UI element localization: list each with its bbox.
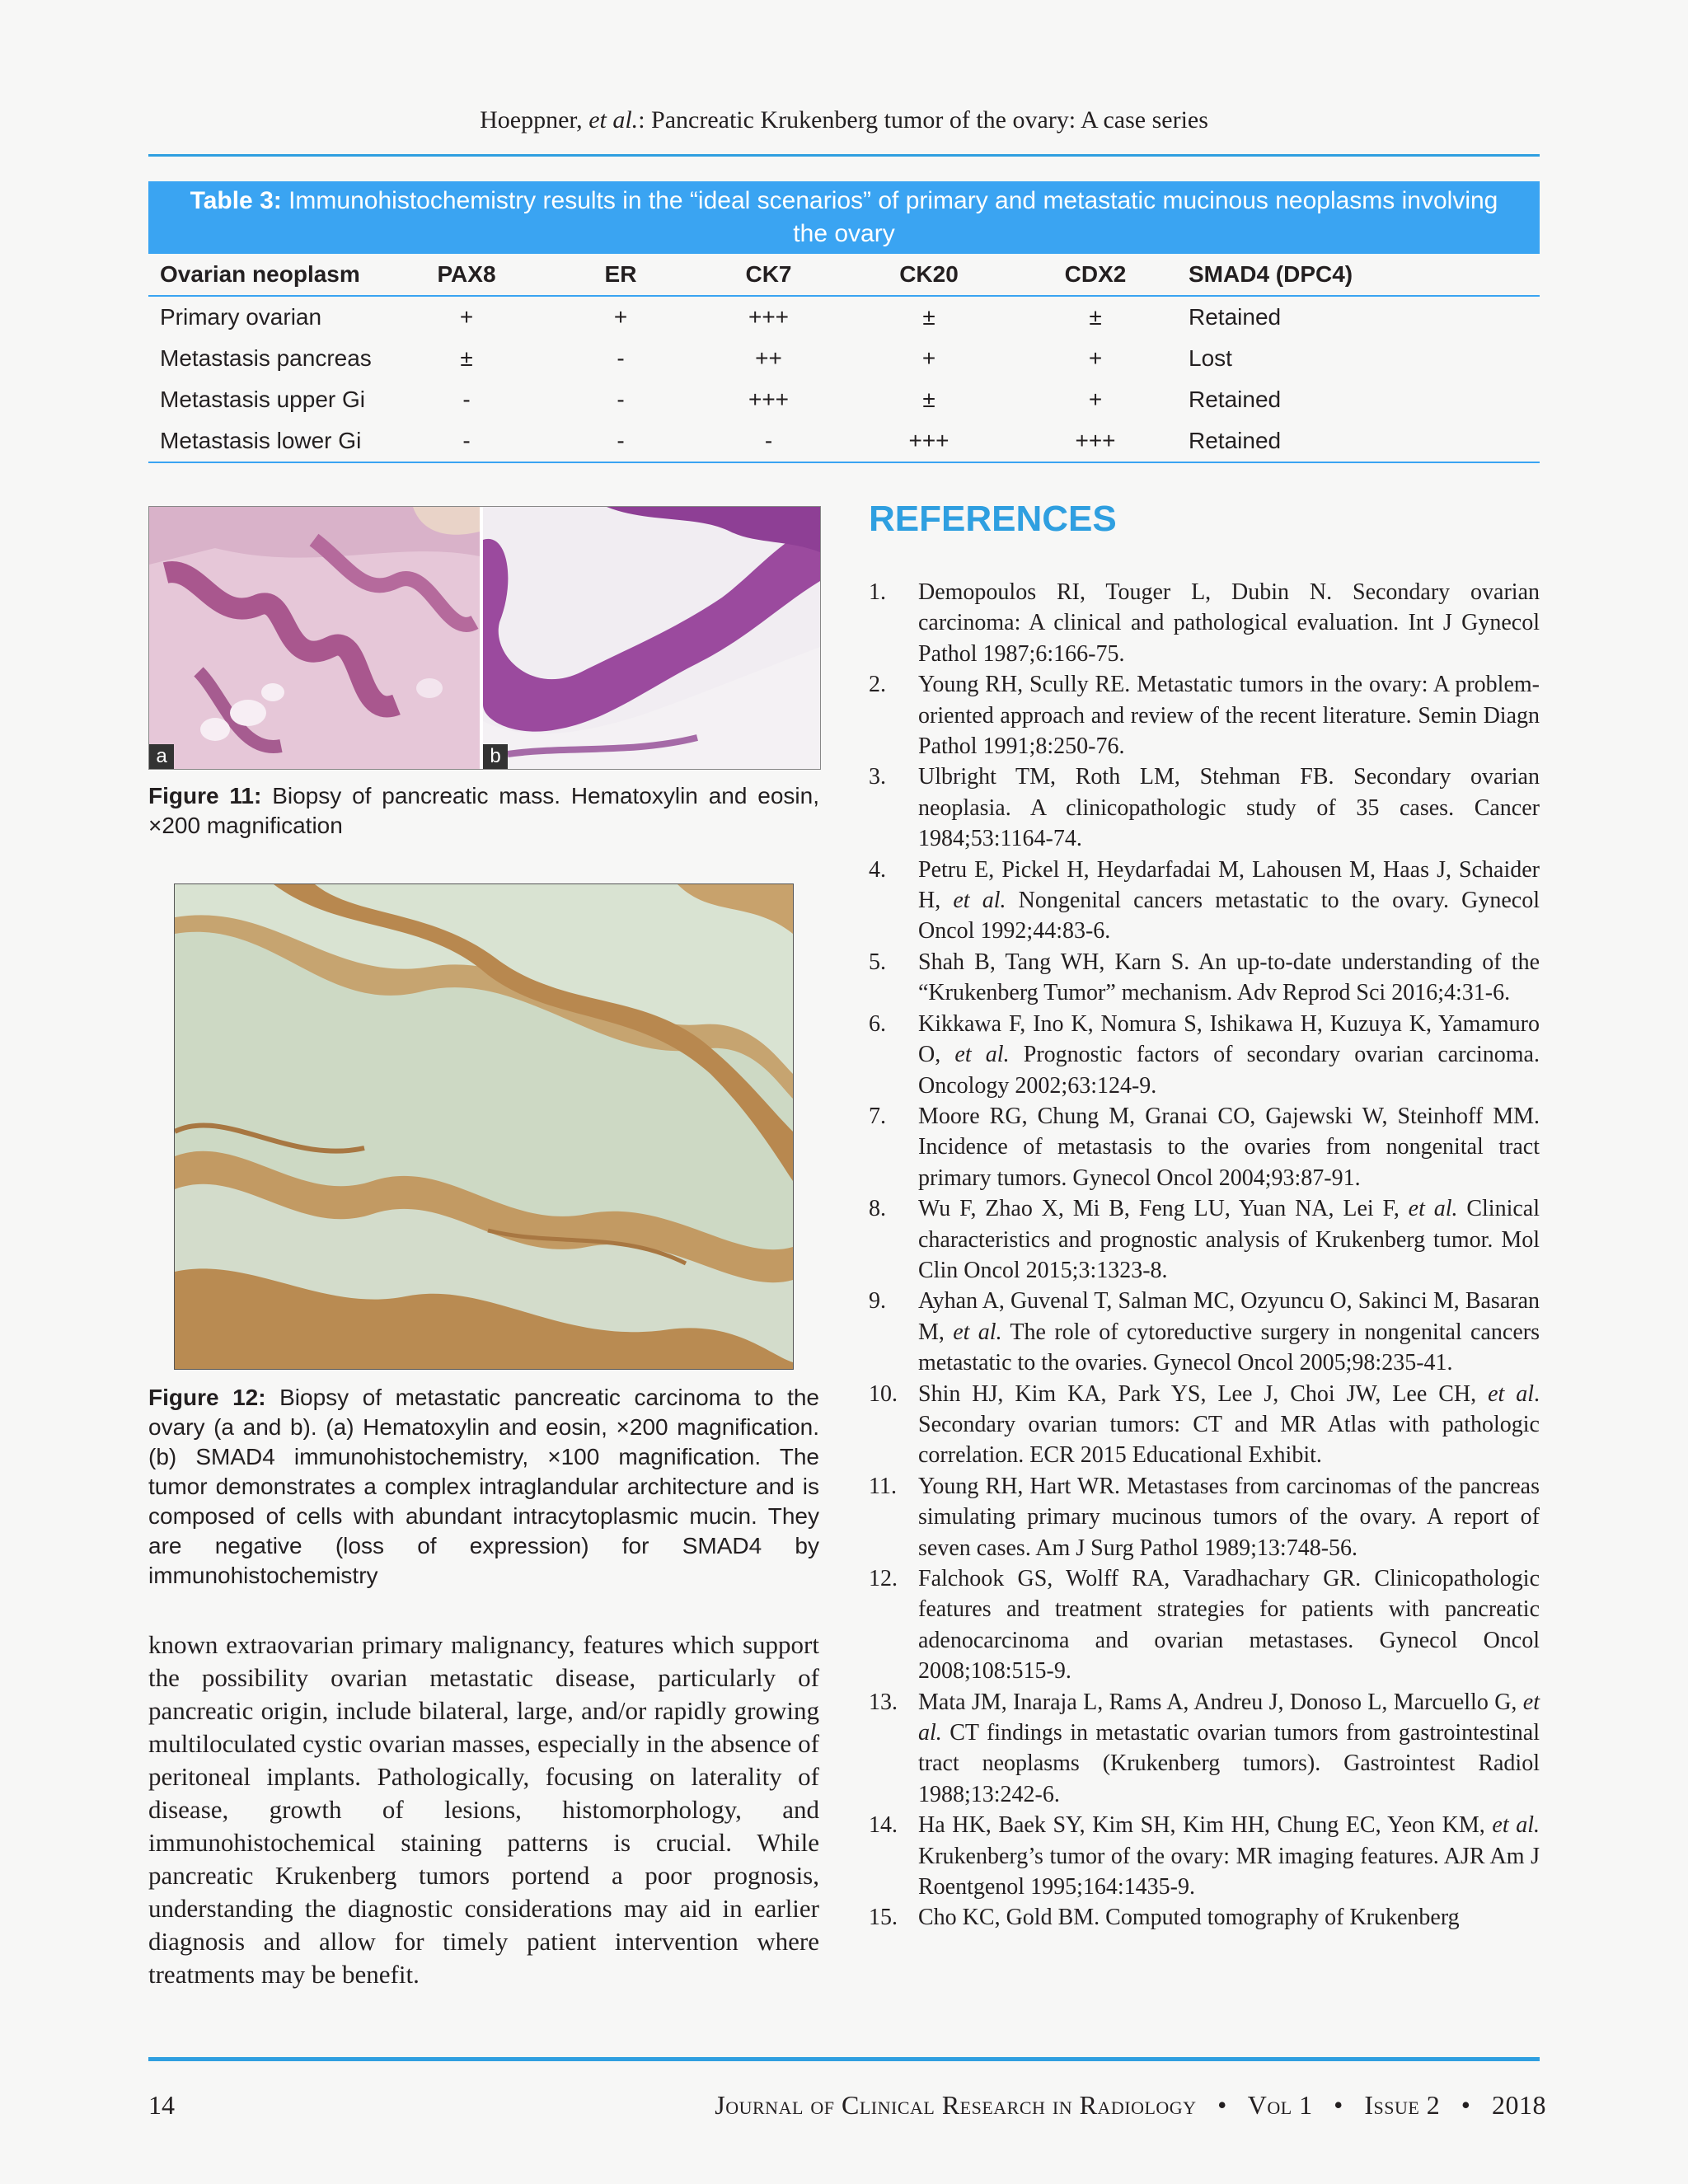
table-cell: + bbox=[1088, 387, 1103, 412]
table-cell: Metastasis lower Gi bbox=[148, 420, 383, 462]
reference-number: 10. bbox=[869, 1380, 898, 1407]
figure-11-label: Figure 11: bbox=[148, 783, 262, 808]
figure-11-image bbox=[148, 506, 821, 770]
reference-et-al: et al. bbox=[918, 1689, 1540, 1746]
table-cell: +++ bbox=[1012, 420, 1179, 462]
table-cell: ++ bbox=[755, 345, 782, 371]
reference-text: Petru E, Pickel H, Heydarfadai M, Lahousen M, Haas J, Schaider H, bbox=[918, 856, 1540, 914]
reference-number: 4. bbox=[869, 856, 886, 883]
table-cell: ± bbox=[460, 345, 473, 371]
table-cell: - bbox=[617, 387, 625, 412]
reference-text-end: CT findings in metastatic ovarian tumors from gastrointestinal tract neoplasms (Krukenberg tumors). Gastrointest Radiol 1988;13:242-6. bbox=[918, 1720, 1540, 1807]
reference-et-al: et al. bbox=[954, 1042, 1010, 1068]
journal-name: Journal of Clinical Research in Radiology bbox=[715, 2090, 1197, 2120]
figure-11-panel-a bbox=[149, 507, 480, 769]
histology-he-image bbox=[149, 507, 480, 769]
journal-year: 2018 bbox=[1492, 2090, 1546, 2120]
panel-b-label: b bbox=[483, 744, 508, 769]
reference-number: 14. bbox=[869, 1812, 898, 1839]
reference-text-end: Nongenital cancers metastatic to the ovary. Gynecol Oncol 1992;44:83-6. bbox=[918, 888, 1540, 944]
reference-text: Demopoulos RI, Touger L, Dubin N. Secondary ovarian carcinoma: A clinical and pathological evaluation. Int J Gynecol Pathol 1987;6:166-75. bbox=[918, 579, 1540, 667]
reference-item bbox=[869, 1286, 1540, 1378]
reference-number: 15. bbox=[869, 1905, 898, 1931]
reference-text: Cho KC, Gold BM. Computed tomography of Krukenberg bbox=[918, 1905, 1460, 1931]
reference-item bbox=[869, 1193, 1540, 1286]
table-cell: ± bbox=[922, 304, 935, 330]
reference-text-end: Krukenberg’s tumor of the ovary: MR imaging features. AJR Am J Roentgenol 1995;164:1435-9. bbox=[918, 1843, 1540, 1900]
table-cell: Metastasis pancreas bbox=[160, 345, 372, 371]
histology-he-image bbox=[483, 507, 820, 769]
page-number: 14 bbox=[148, 2090, 175, 2120]
reference-item bbox=[869, 1471, 1540, 1563]
table-cell: Retained bbox=[1179, 420, 1540, 462]
reference-number: 7. bbox=[869, 1103, 886, 1129]
reference-number: 2. bbox=[869, 672, 886, 698]
column-header: CDX2 bbox=[1012, 254, 1179, 296]
table-row bbox=[148, 379, 1540, 420]
figure-12-caption-text: Biopsy of metastatic pancreatic carcinoma to the ovary (a and b). (a) Hematoxylin and eosin, ×200 magnification. (b) SMAD4 immunohistochemistry, ×100 magnification. The tumor demonstrates a complex intraglandular architecture and is composed of cells with abundant intracytoplasmic mucin. They are negative (loss of expression) for SMAD4 by immunohistochemistry bbox=[148, 1385, 819, 1588]
table-header-row bbox=[148, 254, 1540, 296]
table-cell: +++ bbox=[748, 304, 790, 330]
table-cell: Retained bbox=[1189, 304, 1282, 330]
reference-item bbox=[869, 669, 1540, 762]
table-cell: ± bbox=[922, 387, 935, 412]
column-header: Ovarian neoplasm bbox=[148, 254, 383, 296]
table-3 bbox=[148, 181, 1540, 463]
table-row bbox=[148, 420, 1540, 462]
figure-12-image bbox=[174, 883, 794, 1370]
table-cell: Lost bbox=[1189, 345, 1232, 371]
reference-number: 1. bbox=[869, 579, 886, 605]
reference-number: 11. bbox=[869, 1473, 897, 1499]
table-cell: Retained bbox=[1189, 387, 1282, 412]
reference-et-al: et al. bbox=[1492, 1812, 1540, 1839]
reference-et-al: et al bbox=[1488, 1380, 1534, 1407]
reference-item bbox=[869, 1379, 1540, 1471]
reference-item bbox=[869, 947, 1540, 1009]
figure-11-panel-b bbox=[483, 507, 820, 769]
table-cell: Metastasis upper Gi bbox=[160, 387, 365, 412]
table-cell: + bbox=[921, 345, 936, 371]
table-cell: - bbox=[617, 345, 625, 371]
footer-separator: • bbox=[1217, 2090, 1227, 2120]
reference-et-al: et al. bbox=[953, 888, 1006, 914]
table-cell: Primary ovarian bbox=[160, 304, 322, 330]
figure-12-caption bbox=[148, 1383, 819, 1591]
reference-item bbox=[869, 1563, 1540, 1687]
running-head-authors: Hoeppner, bbox=[480, 106, 583, 134]
figure-12-label: Figure 12: bbox=[148, 1385, 266, 1410]
reference-item bbox=[869, 1810, 1540, 1902]
reference-item bbox=[869, 1687, 1540, 1811]
reference-item bbox=[869, 1009, 1540, 1101]
references-list bbox=[869, 577, 1540, 1933]
reference-text: Moore RG, Chung M, Granai CO, Gajewski W, Steinhoff MM. Incidence of metastasis to the ovaries from nongenital tract primary tumors. Gynecol Oncol 2004;93:87-91. bbox=[918, 1103, 1540, 1191]
table-row bbox=[148, 338, 1540, 379]
running-head-title: : Pancreatic Krukenberg tumor of the ovary: A case series bbox=[638, 106, 1208, 134]
reference-et-al: et al. bbox=[953, 1319, 1002, 1345]
column-header: PAX8 bbox=[383, 254, 550, 296]
table-cell: - bbox=[550, 420, 692, 462]
reference-text-end: Prognostic factors of secondary ovarian carcinoma. Oncology 2002;63:124-9. bbox=[918, 1042, 1540, 1099]
reference-text: Falchook GS, Wolff RA, Varadhachary GR. Clinicopathologic features and treatment strategies for patients with pancreatic adenocarcinoma and ovarian metastases. Gynecol Oncol 2008;108:515-9. bbox=[918, 1566, 1540, 1685]
table-cell: - bbox=[383, 420, 550, 462]
column-header: ER bbox=[550, 254, 692, 296]
table-cell: + bbox=[1088, 345, 1103, 371]
body-paragraph: known extraovarian primary malignancy, features which support the possibility ovarian metastatic disease, particularly of pancreatic origin, include bilateral, large, and/or rapidly growing multiloculated cystic ovarian masses, especially in the absence of peritoneal implants. Pathologically, focusing on laterality of disease, growth of lesions, histomorphology, and immunohistochemical staining patterns is crucial. While pancreatic Krukenberg tumors portend a poor prognosis, understanding the diagnostic considerations may aid in earlier diagnosis and allow for timely patient intervention where treatments may be benefit. bbox=[148, 1630, 819, 1989]
reference-number: 3. bbox=[869, 764, 886, 790]
reference-number: 13. bbox=[869, 1689, 898, 1715]
reference-number: 12. bbox=[869, 1566, 898, 1591]
reference-text: Mata JM, Inaraja L, Rams A, Andreu J, Donoso L, Marcuello G, bbox=[918, 1689, 1523, 1715]
figure-11-caption-text: Biopsy of pancreatic mass. Hematoxylin and eosin, ×200 magnification bbox=[148, 783, 820, 838]
reference-number: 8. bbox=[869, 1196, 886, 1222]
ihc-table bbox=[148, 254, 1540, 463]
reference-text: Wu F, Zhao X, Mi B, Feng LU, Yuan NA, Lei F, bbox=[918, 1196, 1409, 1222]
reference-item bbox=[869, 1902, 1540, 1933]
reference-text: Kikkawa F, Ino K, Nomura S, Ishikawa H, Kuzuya K, Yamamuro O, bbox=[918, 1010, 1540, 1068]
table-cell: +++ bbox=[748, 387, 790, 412]
column-header: CK20 bbox=[846, 254, 1012, 296]
table-cell: +++ bbox=[846, 420, 1012, 462]
reference-text: Ha HK, Baek SY, Kim SH, Kim HH, Chung EC, Yeon KM, bbox=[918, 1812, 1493, 1839]
smad4-ihc-image bbox=[175, 884, 793, 1369]
table-caption bbox=[148, 181, 1540, 254]
reference-number: 9. bbox=[869, 1288, 886, 1315]
figure-11-caption bbox=[148, 781, 819, 841]
header-rule bbox=[148, 154, 1540, 157]
panel-a-label: a bbox=[149, 744, 174, 769]
reference-text-end: Clinical characteristics and prognostic analysis of Krukenberg tumor. Mol Clin Oncol 2015;3:1323-8. bbox=[918, 1196, 1540, 1283]
reference-text: Shin HJ, Kim KA, Park YS, Lee J, Choi JW, Lee CH, bbox=[918, 1380, 1489, 1407]
reference-text: Shah B, Tang WH, Karn S. An up-to-date understanding of the “Krukenberg Tumor” mechanism. Adv Reprod Sci 2016;4:31-6. bbox=[918, 949, 1540, 1006]
reference-number: 6. bbox=[869, 1010, 886, 1037]
column-header: CK7 bbox=[692, 254, 846, 296]
running-head bbox=[148, 105, 1540, 135]
reference-text-end: . Secondary ovarian tumors: CT and MR Atlas with pathologic correlation. ECR 2015 Educational Exhibit. bbox=[918, 1380, 1540, 1469]
reference-text: Ayhan A, Guvenal T, Salman MC, Ozyuncu O, Sakinci M, Basaran M, bbox=[918, 1288, 1540, 1345]
journal-issue: Issue 2 bbox=[1364, 2090, 1441, 2120]
table-cell: ± bbox=[1089, 304, 1102, 330]
reference-text-end: The role of cytoreductive surgery in nongenital cancers metastatic to the ovaries. Gynecol Oncol 2005;98:235-41. bbox=[918, 1319, 1540, 1376]
footer-separator: • bbox=[1461, 2090, 1471, 2120]
reference-item bbox=[869, 855, 1540, 947]
reference-text: Young RH, Scully RE. Metastatic tumors in the ovary: A problem-oriented approach and review of the recent literature. Semin Diagn Pathol 1991;8:250-76. bbox=[918, 672, 1540, 760]
reference-number: 5. bbox=[869, 949, 886, 975]
footer-rule bbox=[148, 2057, 1540, 2061]
journal-footer bbox=[715, 2090, 1546, 2121]
table-cell: - bbox=[462, 387, 471, 412]
reference-item bbox=[869, 762, 1540, 854]
table-cell: + bbox=[613, 304, 628, 330]
table-row bbox=[148, 296, 1540, 338]
table-cell: - bbox=[692, 420, 846, 462]
references-heading: REFERENCES bbox=[869, 499, 1117, 539]
table-cell: + bbox=[459, 304, 474, 330]
column-header: SMAD4 (DPC4) bbox=[1179, 254, 1540, 296]
reference-item bbox=[869, 1101, 1540, 1193]
table-caption-text: Immunohistochemistry results in the “ideal scenarios” of primary and metastatic mucinous neoplasms involving the ovary bbox=[288, 187, 1498, 247]
running-head-et-al: et al. bbox=[588, 106, 639, 134]
reference-text: Ulbright TM, Roth LM, Stehman FB. Secondary ovarian neoplasia. A clinicopathologic study of 35 cases. Cancer 1984;53:1164-74. bbox=[918, 764, 1540, 852]
journal-volume: Vol 1 bbox=[1247, 2090, 1313, 2120]
footer-separator: • bbox=[1334, 2090, 1343, 2120]
reference-et-al: et al. bbox=[1408, 1196, 1458, 1222]
table-label: Table 3: bbox=[190, 187, 282, 214]
reference-item bbox=[869, 577, 1540, 669]
reference-text: Young RH, Hart WR. Metastases from carcinomas of the pancreas simulating primary mucinous tumors of the ovary. A report of seven cases. Am J Surg Pathol 1989;13:748-56. bbox=[918, 1473, 1540, 1561]
